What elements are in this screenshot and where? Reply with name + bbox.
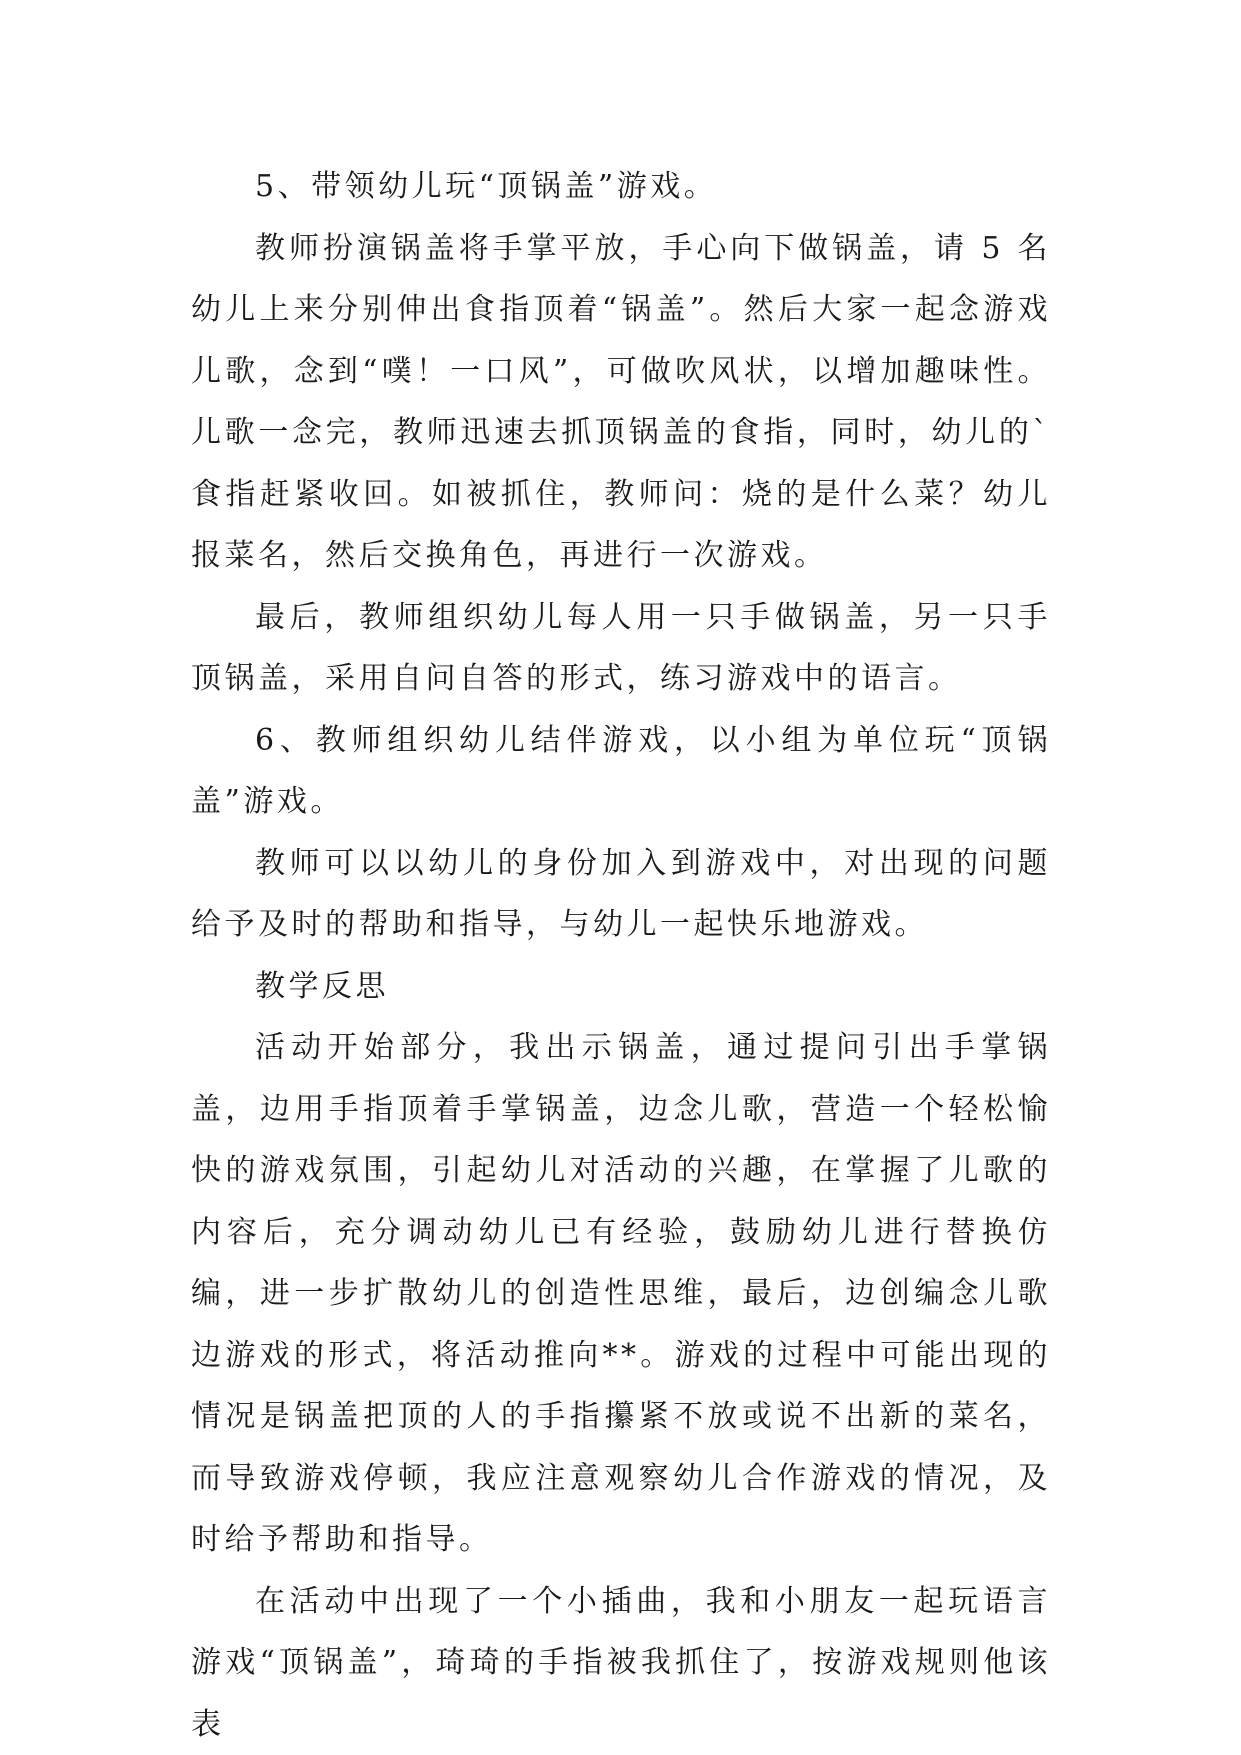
section-heading-reflection: 教学反思 [191, 956, 1051, 1018]
paragraph-step-6: 6、教师组织幼儿结伴游戏，以小组为单位玩“顶锅盖”游戏。 [191, 710, 1051, 833]
paragraph-teacher-join: 教师可以以幼儿的身份加入到游戏中，对出现的问题给予及时的帮助和指导，与幼儿一起快乐地游戏。 [191, 833, 1051, 956]
paragraph-game-instructions: 教师扮演锅盖将手掌平放，手心向下做锅盖，请 5 名幼儿上来分别伸出食指顶着“锅盖”。然后大家一起念游戏儿歌，念到“噗！一口风”，可做吹风状，以增加趣味性。儿歌一念完，教师迅速去抓顶锅盖的食指，同时，幼儿的`食指赶紧收回。如被抓住，教师问：烧的是什么菜？幼儿报菜名，然后交换角色，再进行一次游戏。 [191, 218, 1051, 587]
paragraph-step-5: 5、带领幼儿玩“顶锅盖”游戏。 [191, 156, 1051, 218]
paragraph-reflection: 活动开始部分，我出示锅盖，通过提问引出手掌锅盖，边用手指顶着手掌锅盖，边念儿歌，营造一个轻松愉快的游戏氛围，引起幼儿对活动的兴趣，在掌握了儿歌的内容后，充分调动幼儿已有经验，鼓励幼儿进行替换仿编，进一步扩散幼儿的创造性思维，最后，边创编念儿歌边游戏的形式，将活动推向**。游戏的过程中可能出现的情况是锅盖把顶的人的手指攥紧不放或说不出新的菜名，而导致游戏停顿，我应注意观察幼儿合作游戏的情况，及时给予帮助和指导。 [191, 1017, 1051, 1571]
document-body [191, 156, 1051, 1755]
paragraph-episode: 在活动中出现了一个小插曲，我和小朋友一起玩语言游戏“顶锅盖”，琦琦的手指被我抓住了，按游戏规则他该表 [191, 1571, 1051, 1755]
paragraph-self-practice: 最后，教师组织幼儿每人用一只手做锅盖，另一只手顶锅盖，采用自问自答的形式，练习游戏中的语言。 [191, 587, 1051, 710]
